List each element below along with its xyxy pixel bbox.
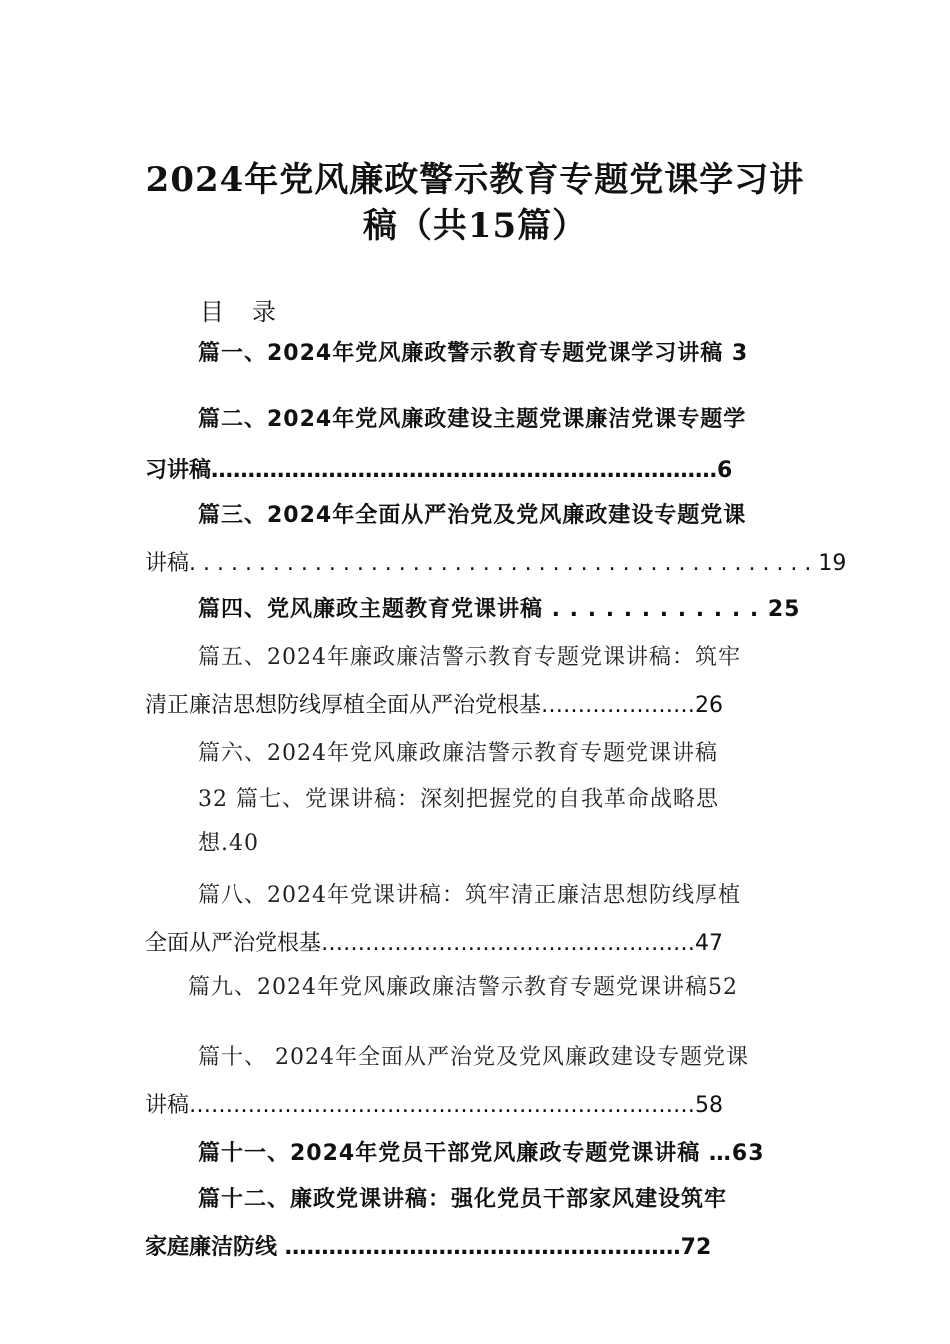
toc-entry-3-line-1[interactable]: 篇三、2024年全面从严治党及党风廉政建设专题党课 bbox=[198, 503, 747, 528]
toc-entry-12-line-2[interactable]: 家庭廉洁防线 ………………………………………………72 bbox=[145, 1235, 712, 1260]
toc-entry-5-line-2[interactable]: 清正廉洁思想防线厚植全面从严治党根基…………………26 bbox=[145, 693, 723, 718]
toc-entry-6-line-1[interactable]: 篇六、2024年党风廉政廉洁警示教育专题党课讲稿 bbox=[198, 741, 718, 766]
toc-entry-1[interactable]: 篇一、2024年党风廉政警示教育专题党课学习讲稿 3 bbox=[198, 341, 749, 366]
toc-entry-4[interactable]: 篇四、党风廉政主题教育党课讲稿 . . . . . . . . . . . . 25 bbox=[198, 597, 801, 622]
toc-entry-5-line-1[interactable]: 篇五、2024年廉政廉洁警示教育专题党课讲稿：筑牢 bbox=[198, 645, 741, 670]
toc-entry-8-line-1[interactable]: 篇八、2024年党课讲稿：筑牢清正廉洁思想防线厚植 bbox=[198, 883, 741, 908]
toc-heading: 目录 bbox=[200, 298, 304, 326]
toc-entry-3-line-2[interactable]: 讲稿. . . . . . . . . . . . . . . . . . . . . . . . . . . . . . . . . . . . . . . . . . . . . 19 bbox=[145, 551, 847, 576]
document-title-line-2: 稿（共15篇） bbox=[362, 206, 588, 246]
toc-entry-9[interactable]: 篇九、2024年党风廉政廉洁警示教育专题党课讲稿52 bbox=[188, 975, 738, 1000]
toc-entry-8-line-2[interactable]: 全面从严治党根基……………………………………………47 bbox=[145, 931, 723, 956]
toc-entry-6-line-2[interactable]: 32 篇七、党课讲稿：深刻把握党的自我革命战略思 bbox=[198, 787, 719, 812]
toc-entry-2-line-2[interactable]: 习讲稿……………………………………………………………6 bbox=[145, 458, 733, 483]
toc-entry-12-line-1[interactable]: 篇十二、廉政党课讲稿：强化党员干部家风建设筑牢 bbox=[198, 1187, 728, 1212]
toc-entry-10-line-2[interactable]: 讲稿……………………………………………………………58 bbox=[145, 1093, 723, 1118]
toc-entry-2-line-1[interactable]: 篇二、2024年党风廉政建设主题党课廉洁党课专题学 bbox=[198, 407, 747, 432]
document-title-line-1: 2024年党风廉政警示教育专题党课学习讲 bbox=[145, 160, 805, 200]
toc-entry-11[interactable]: 篇十一、2024年党员干部党风廉政专题党课讲稿 …63 bbox=[198, 1141, 765, 1166]
toc-entry-10-line-1[interactable]: 篇十、 2024年全面从严治党及党风廉政建设专题党课 bbox=[198, 1045, 749, 1070]
toc-entry-6-line-3[interactable]: 想.40 bbox=[198, 831, 259, 856]
